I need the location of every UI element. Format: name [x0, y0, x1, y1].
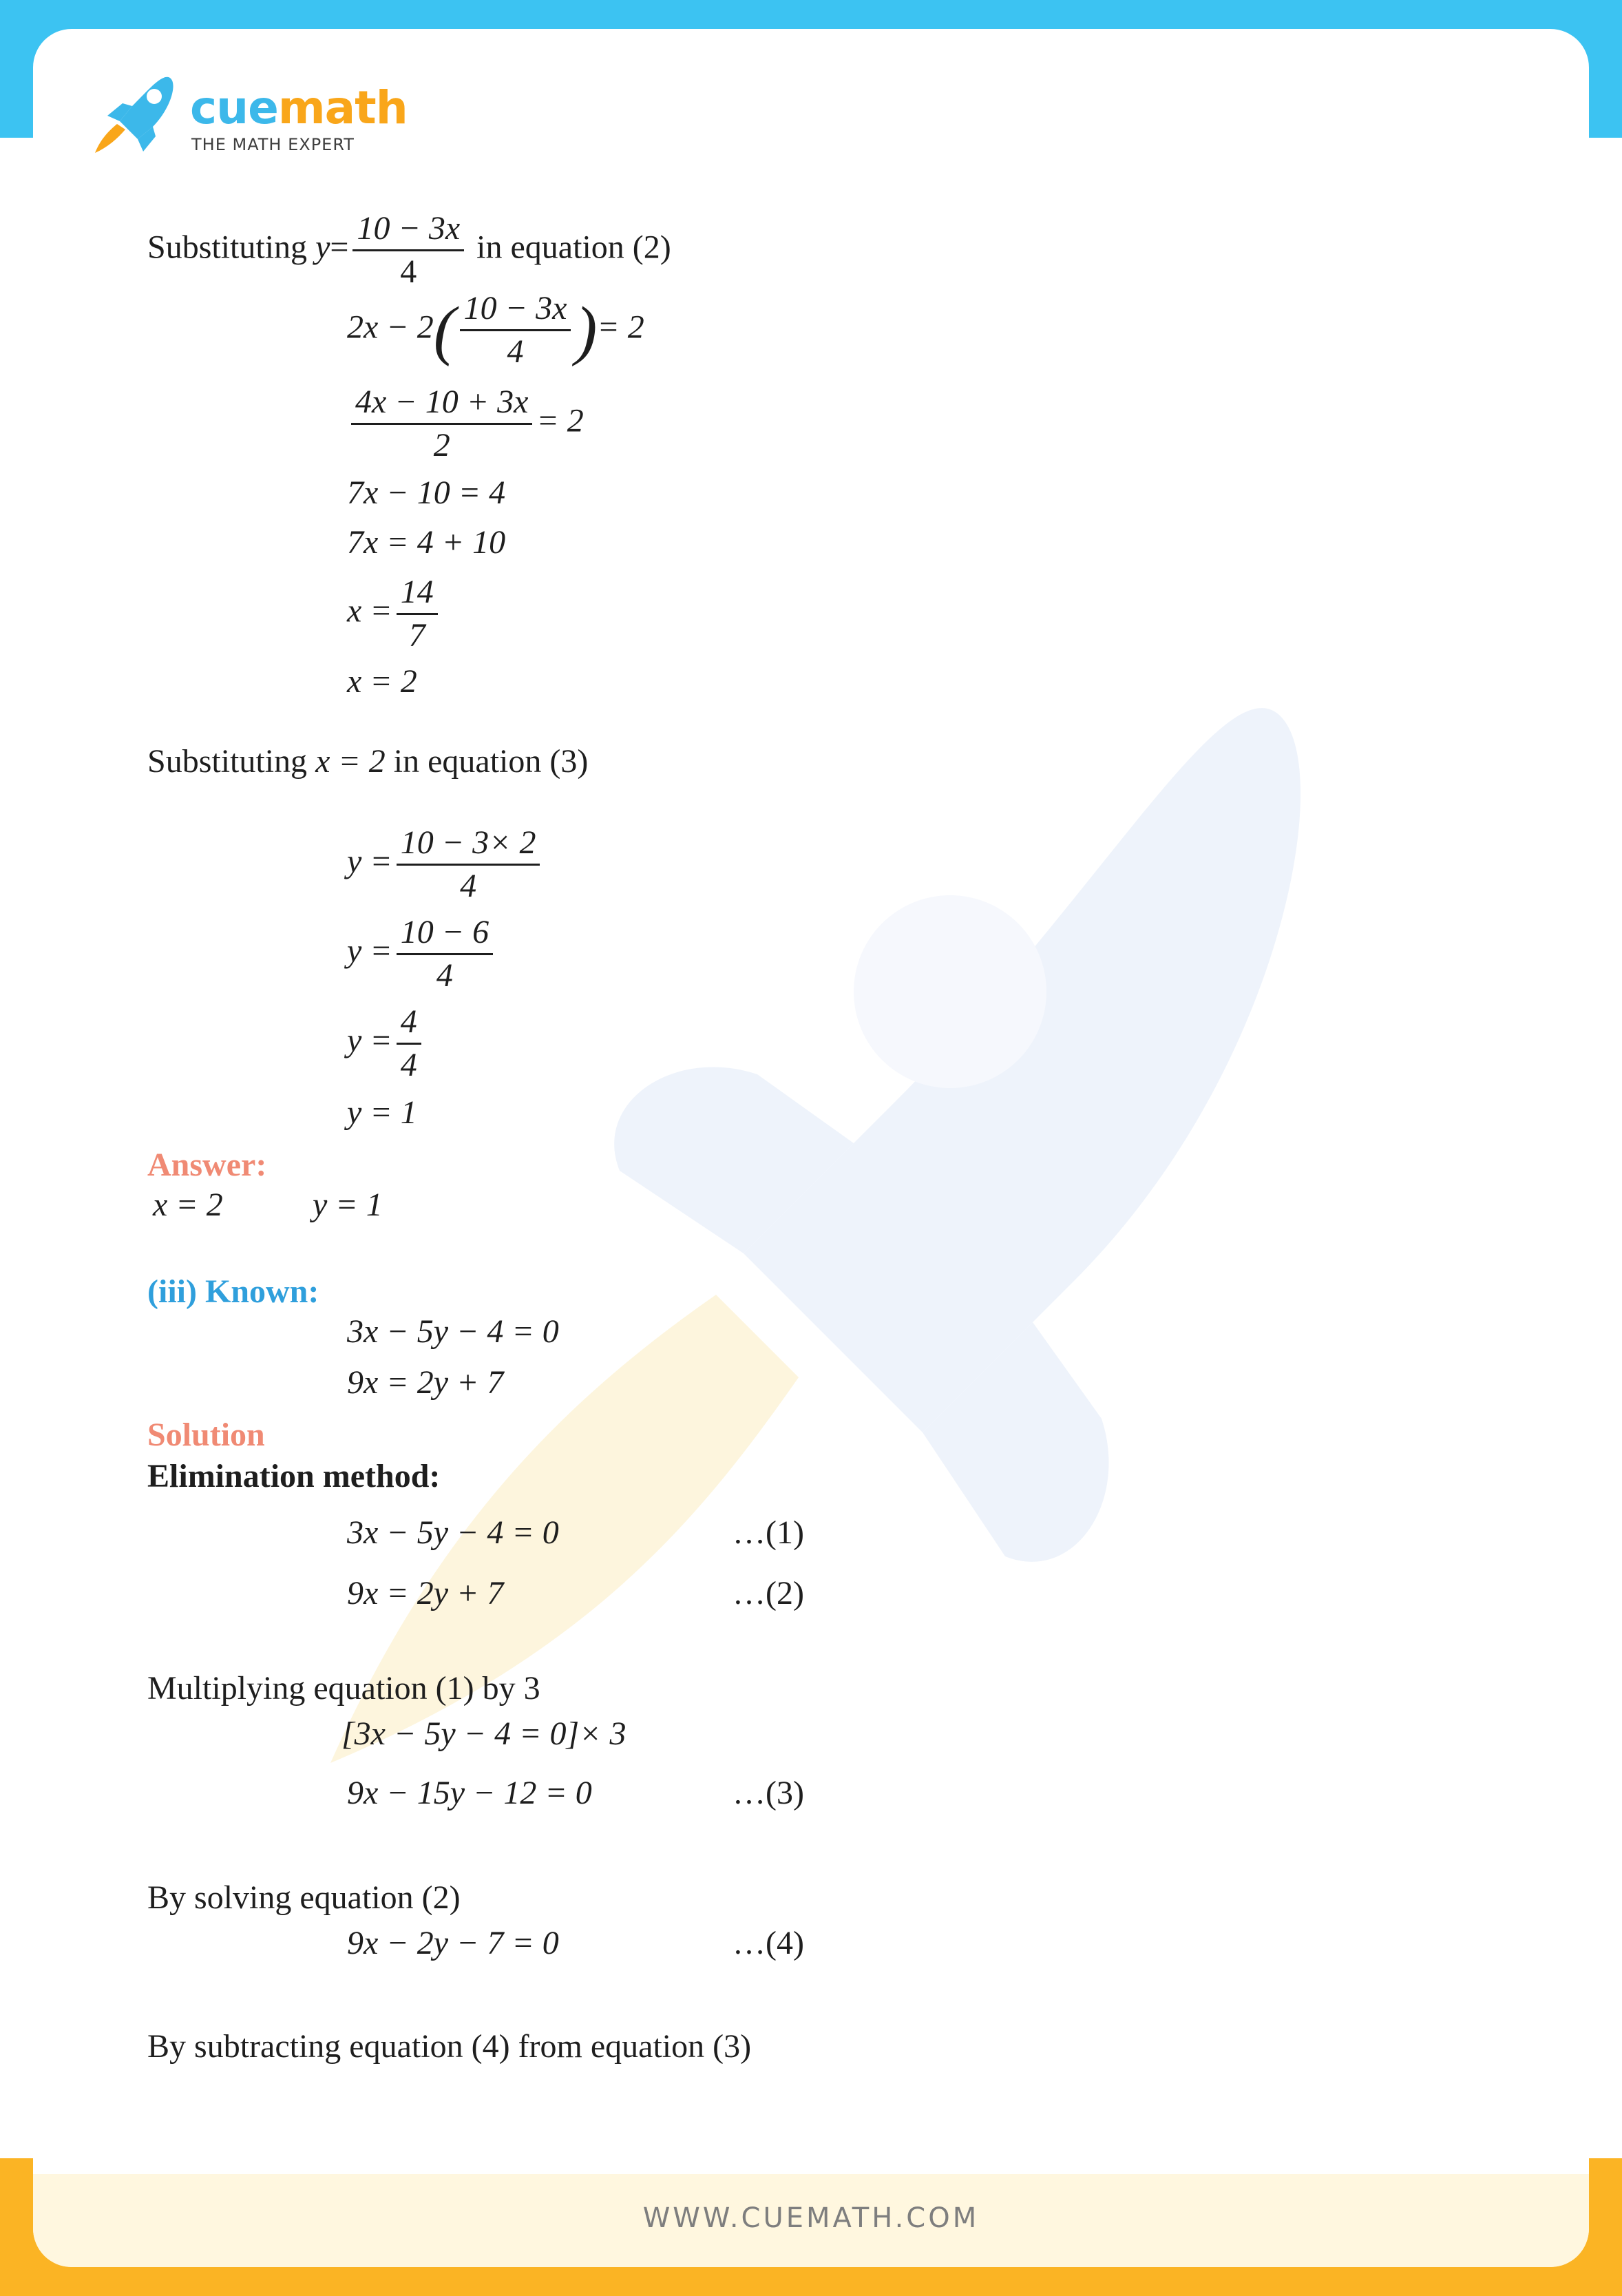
subtract-text: By subtracting equation (4) from equation (3) — [147, 2028, 752, 2065]
elimination-equation-2: 9x = 2y + 7 — [347, 1575, 504, 1611]
fraction: $\frac{10 - 3x}{4}$ — [352, 212, 464, 289]
equation-tag-2: …(2) — [733, 1575, 804, 1611]
logo-wordmark: cuemath — [190, 81, 408, 134]
equation-tag-4: …(4) — [733, 1925, 804, 1961]
elimination-equation-1: 3x − 5y − 4 = 0 — [347, 1514, 559, 1551]
solve-equation: 9x − 2y − 7 = 0 — [347, 1925, 559, 1961]
known-equation-1: 3x − 5y − 4 = 0 — [347, 1313, 559, 1350]
equation-step-3: 7x − 10 = 4 — [347, 474, 506, 511]
equation-step-5: x = $\frac{14}{7}$ — [347, 576, 442, 652]
substitution-line-1: Substituting y= $\frac{10 - 3x}{4}$ in equation (2) — [147, 210, 671, 290]
equation-tag-1: …(1) — [733, 1514, 804, 1551]
rocket-icon — [89, 76, 179, 158]
y-step-1: y = $\frac{10 - 3\times 2}{4}$ — [347, 826, 544, 903]
y-step-4: y = 1 — [347, 1094, 417, 1131]
y-step-2: y = $\frac{10 - 6}{4}$ — [347, 916, 497, 992]
y-step-3: y = $\frac{4}{4}$ — [347, 1005, 425, 1082]
footer-url[interactable]: WWW.CUEMATH.COM — [642, 2202, 980, 2234]
known-equation-2: 9x = 2y + 7 — [347, 1364, 504, 1401]
substitution-line-2: Substituting x = 2 in equation (3) — [147, 743, 589, 780]
solve-text: By solving equation (2) — [147, 1879, 461, 1916]
equation-step-2: $\frac{4x - 10 + 3x}{2}$ = 2 — [347, 386, 584, 462]
known-label: (iii) Known: — [147, 1273, 319, 1310]
multiply-result: 9x − 15y − 12 = 0 — [347, 1775, 592, 1811]
equation-step-4: 7x = 4 + 10 — [347, 524, 506, 561]
multiply-text: Multiplying equation (1) by 3 — [147, 1670, 540, 1707]
logo-tagline: THE MATH EXPERT — [191, 135, 355, 154]
answer-x: x = 2 — [153, 1187, 223, 1223]
equation-step-1: 2x − 2( $\frac{10 - 3x}{4}$ )= 2 — [347, 290, 644, 370]
solution-label: Solution — [147, 1417, 265, 1453]
answer-y: y = 1 — [313, 1187, 383, 1223]
answer-label: Answer: — [147, 1147, 267, 1183]
equation-step-6: x = 2 — [347, 663, 417, 700]
method-label: Elimination method: — [147, 1458, 441, 1494]
multiply-equation: [3x − 5y − 4 = 0]× 3 — [341, 1715, 626, 1752]
equation-tag-3: …(3) — [733, 1775, 804, 1811]
